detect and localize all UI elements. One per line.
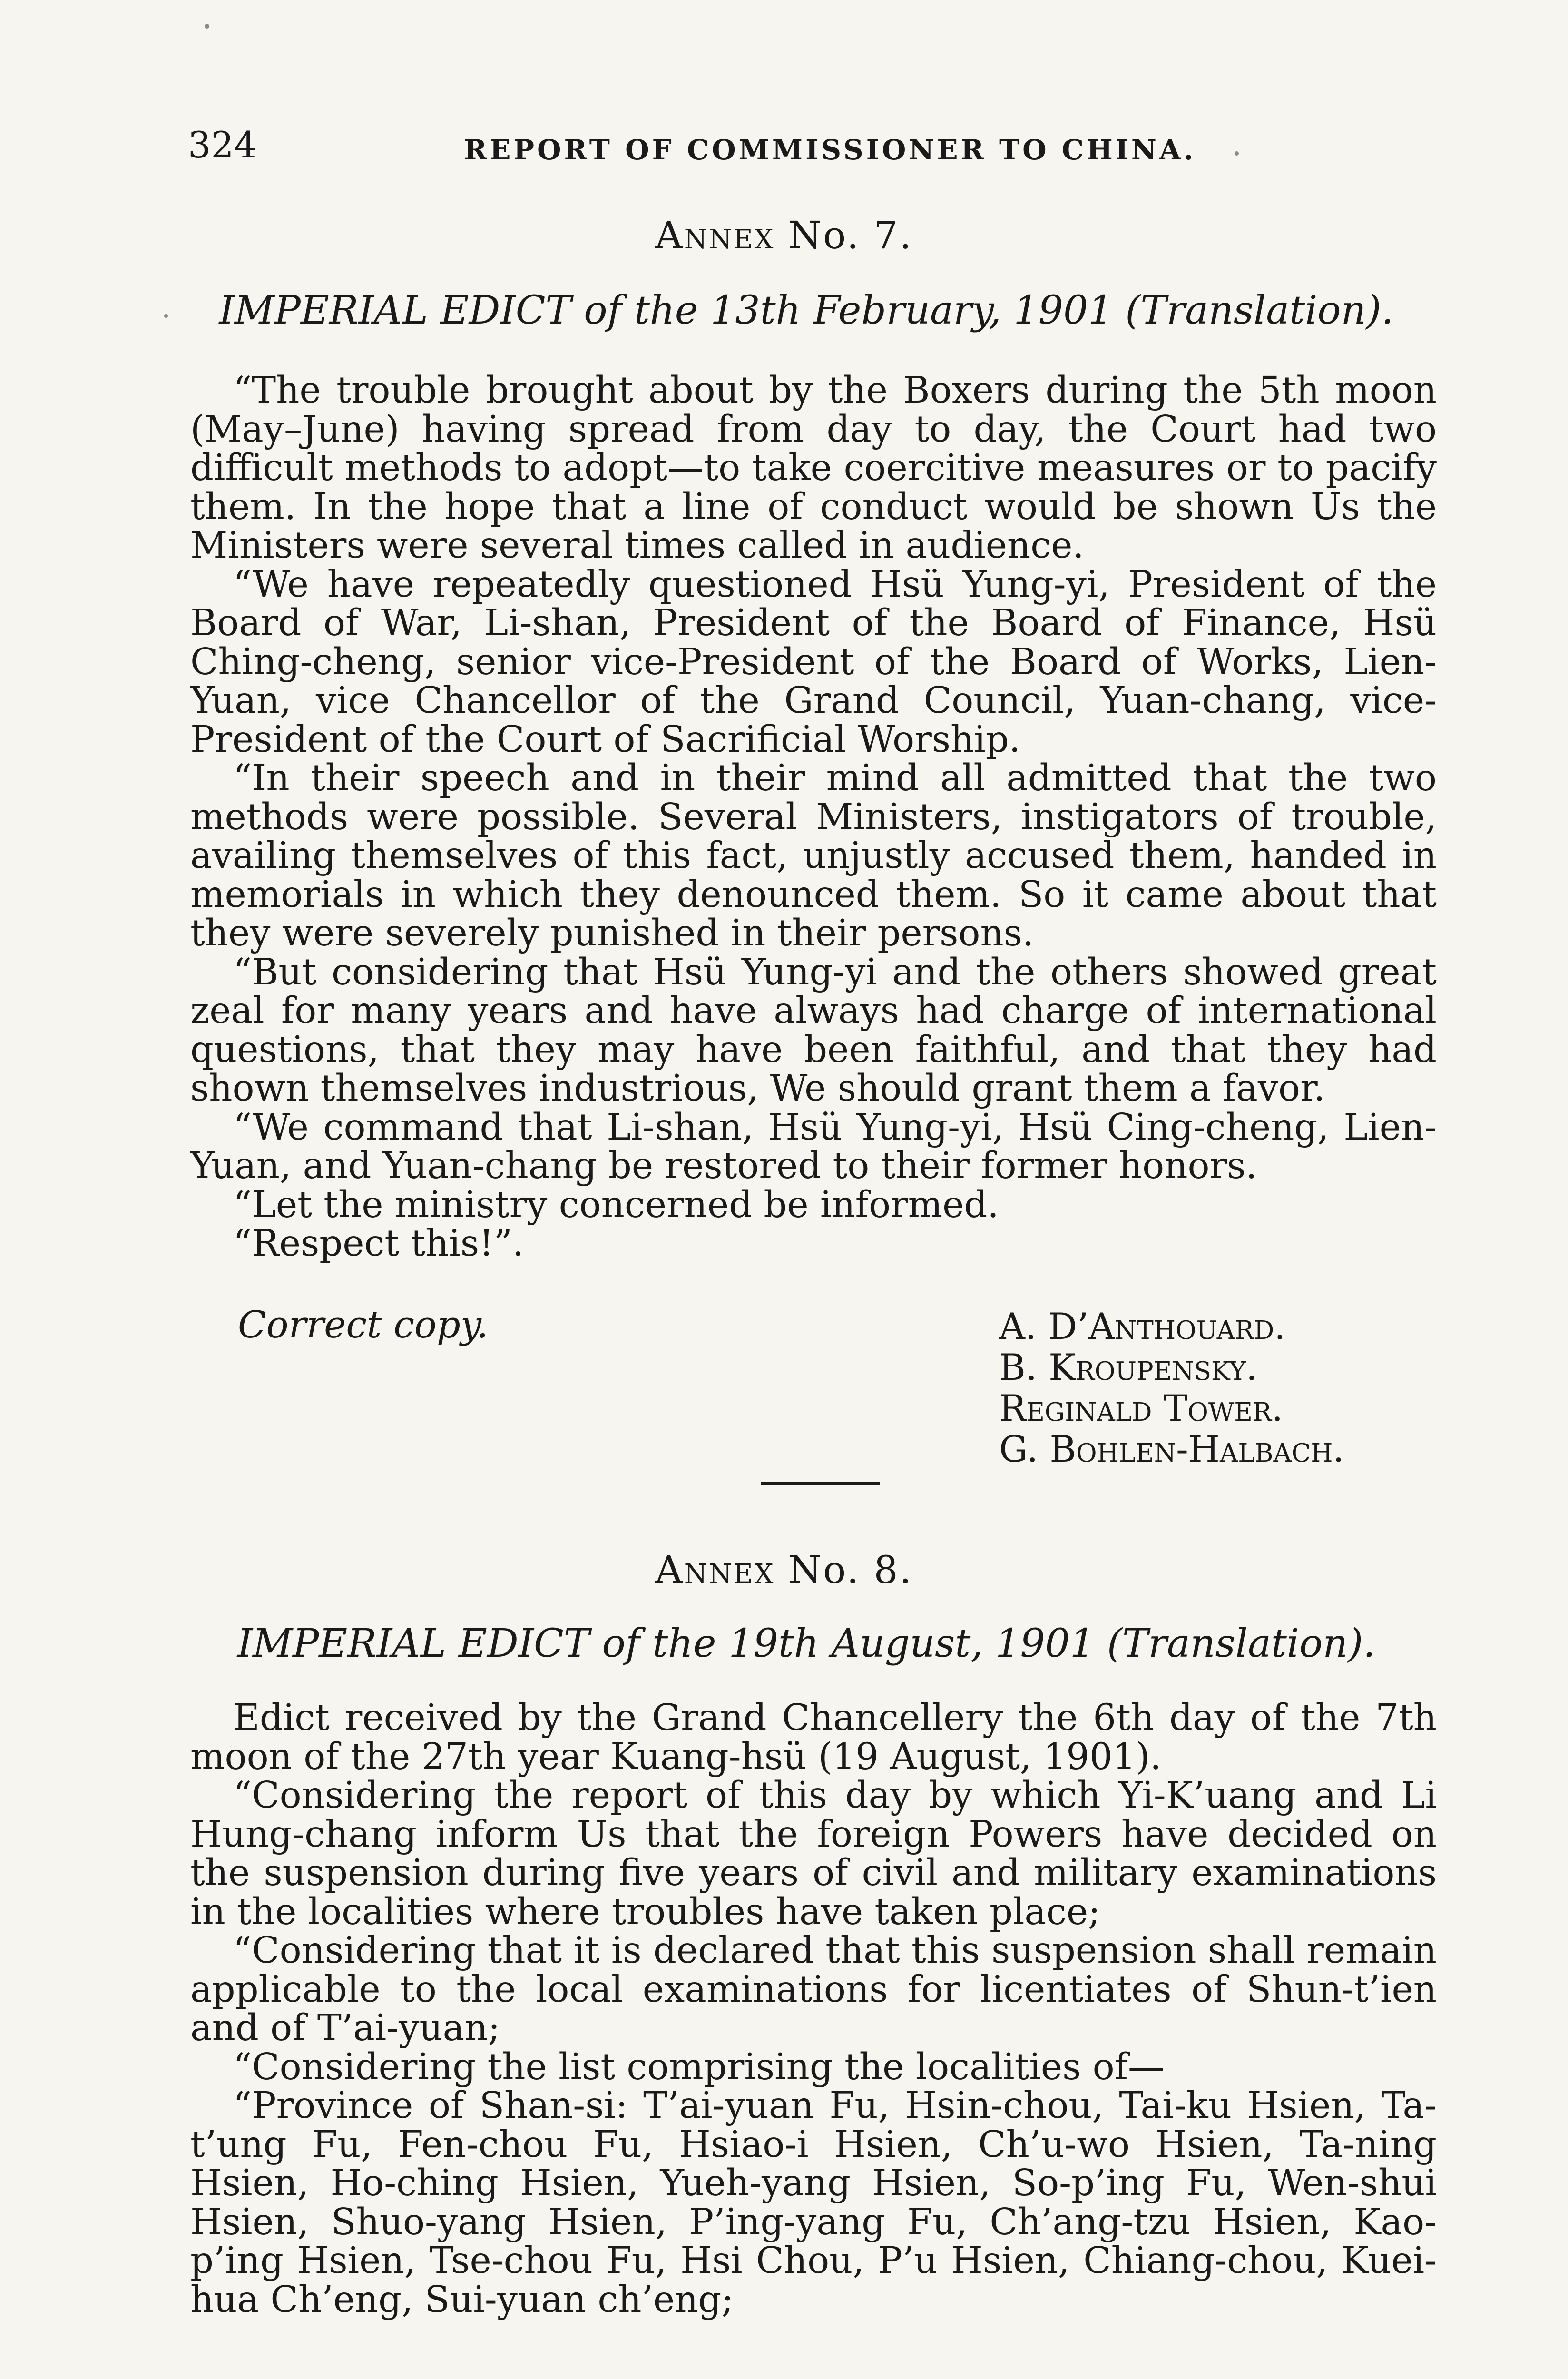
signatory-name: B. Kroupensky. bbox=[999, 1346, 1258, 1388]
annex-8-paragraph: “Province of Shan-si: T’ai-yuan Fu, Hsin-chou, Tai-ku Hsien, Ta-t’ung Fu, Fen-chou Fu, Hsiao-i Hsien, Ch’u-wo Hsien, Ta-ning Hsien, Ho-ching Hsien, Yueh-yang Hsien, So-p’ing Fu, Wen-shui Hsien, Shuo-yang Hsien, P’ing-yang Fu, Ch’ang-tzu Hsien, Kao-p’ing Hsien, Tse-chou Fu, Hsi Chou, P’u Hsien, Chiang-chou, Kuei-hua Ch’eng, Sui-yuan ch’eng; bbox=[190, 2084, 1437, 2321]
correct-copy-label: Correct copy. bbox=[238, 1304, 489, 1347]
annex-7-paragraph: “Let the ministry concerned be informed. bbox=[233, 1183, 999, 1226]
scan-speck bbox=[164, 314, 168, 318]
page-header bbox=[188, 121, 1453, 174]
signatory-name: Reginald Tower. bbox=[999, 1387, 1284, 1429]
annex-7-paragraph: “The trouble brought about by the Boxers during the 5th moon (May–June) having spread from day to day, the Court had two difficult methods to adopt—to take coercitive measures or to pacify them. In the hope that a line of conduct would be shown Us the Ministers were several times called in audience. bbox=[190, 369, 1437, 567]
running-head: REPORT OF COMMISSIONER TO CHINA. bbox=[464, 134, 1196, 166]
signatory-list bbox=[999, 1306, 1475, 1470]
annex-7-word: Annex bbox=[655, 213, 775, 257]
annex-8-number: No. 8. bbox=[788, 1548, 913, 1592]
annex-8-word: Annex bbox=[655, 1548, 775, 1592]
signatory-name: A. D’Anthouard. bbox=[999, 1305, 1286, 1347]
signatory-name: G. Bohlen-Halbach. bbox=[999, 1428, 1344, 1470]
annex-7-paragraph: “We have repeatedly questioned Hsü Yung-yi, President of the Board of War, Li-shan, President of the Board of Finance, Hsü Ching-cheng, senior vice-President of the Board of Works, Lien-Yuan, vice Chancellor of the Grand Council, Yuan-chang, vice-President of the Court of Sacrificial Worship. bbox=[190, 563, 1437, 761]
annex-8-paragraph: “Considering that it is declared that this suspension shall remain applicable to the local examinations for licentiates of Shun-t’ien and of T’ai-yuan; bbox=[190, 1929, 1437, 2049]
annex-7-edict-title: IMPERIAL EDICT of the 13th February, 1901 (Translation). bbox=[219, 288, 1394, 333]
annex-8-paragraph: “Considering the list comprising the localities of— bbox=[233, 2045, 1165, 2088]
annex-8-paragraph: “Considering the report of this day by which Yi-K’uang and Li Hung-chang inform Us that the foreign Powers have decided on the suspension during five years of civil and military examinations in the localities where troubles have taken place; bbox=[190, 1774, 1437, 1933]
annex-7-heading bbox=[0, 209, 1568, 262]
annex-8-heading bbox=[0, 1544, 1568, 1596]
annex-7-paragraph: “But considering that Hsü Yung-yi and the others showed great zeal for many years and have always had charge of international questions, that they may have been faithful, and that they had shown themselves industrious, We should grant them a favor. bbox=[190, 951, 1437, 1110]
section-divider bbox=[761, 1482, 880, 1485]
annex-7-body bbox=[190, 371, 1437, 1263]
annex-8-paragraph: Edict received by the Grand Chancellery the 6th day of the 7th moon of the 27th year Kuang-hsü (19 August, 1901). bbox=[190, 1697, 1437, 1778]
page-number: 324 bbox=[188, 124, 257, 166]
annex-7-paragraph: “Respect this!”. bbox=[233, 1222, 524, 1265]
annex-8-edict-title: IMPERIAL EDICT of the 19th August, 1901 (Translation). bbox=[237, 1621, 1376, 1666]
annex-7-paragraph: “In their speech and in their mind all admitted that the two methods were possible. Several Ministers, instigators of trouble, availing themselves of this fact, unjustly accused them, handed in memorials in which they denounced them. So it came about that they were severely punished in their persons. bbox=[190, 757, 1437, 954]
scan-speck bbox=[205, 24, 209, 29]
annex-7-paragraph: “We command that Li-shan, Hsü Yung-yi, Hsü Cing-cheng, Lien-Yuan, and Yuan-chang be restored to their former honors. bbox=[190, 1106, 1437, 1187]
annex-8-body bbox=[190, 1699, 1437, 2319]
annex-7-number: No. 7. bbox=[788, 213, 913, 257]
